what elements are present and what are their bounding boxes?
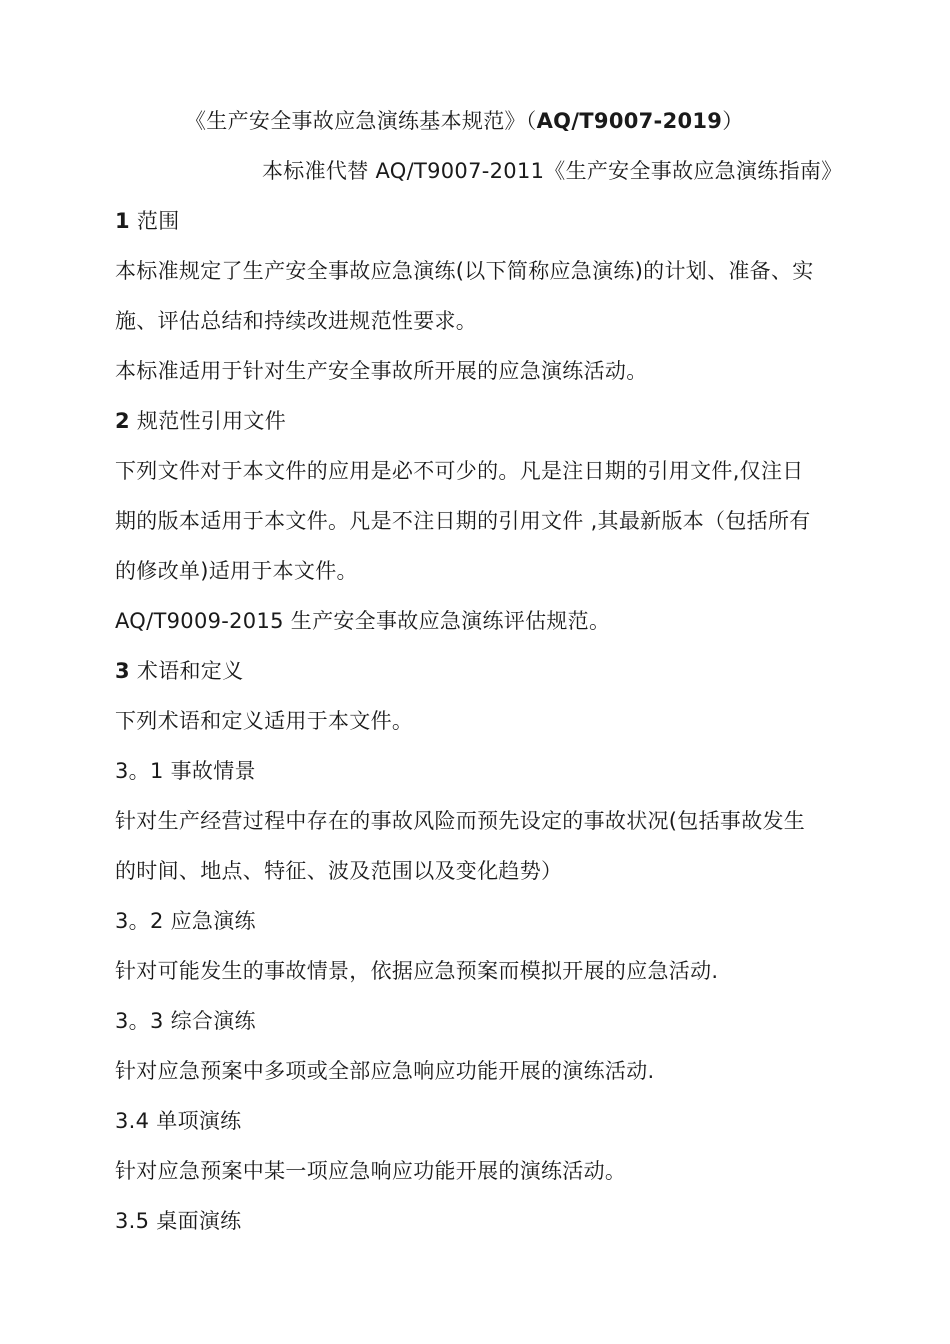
paragraph-line: 下列术语和定义适用于本文件。 <box>115 709 414 733</box>
title-code: AQ/T9007-2019 <box>536 109 723 133</box>
paragraph-line: 针对应急预案中某一项应急响应功能开展的演练活动。 <box>115 1159 627 1183</box>
subsection-heading: 3。2 应急演练 <box>115 909 256 933</box>
paragraph-line: 的时间、地点、特征、波及范围以及变化趋势） <box>115 859 563 883</box>
paragraph-line: 针对应急预案中多项或全部应急响应功能开展的演练活动. <box>115 1059 655 1083</box>
document-subtitle: 本标准代替 AQ/T9007-2011《生产安全事故应急演练指南》 <box>262 159 843 183</box>
subsection-heading: 3。3 综合演练 <box>115 1009 256 1033</box>
section-title: 范围 <box>129 209 180 233</box>
section-heading-3 <box>115 656 243 686</box>
paragraph-line: 下列文件对于本文件的应用是必不可少的。凡是注日期的引用文件,仅注日 <box>115 459 804 483</box>
title-text: 《生产安全事故应急演练基本规范》（ <box>185 109 537 133</box>
section-heading-2 <box>115 406 286 436</box>
paragraph-line: 本标准规定了生产安全事故应急演练(以下简称应急演练)的计划、准备、实 <box>115 259 814 283</box>
paragraph-line: 本标准适用于针对生产安全事故所开展的应急演练活动。 <box>115 359 648 383</box>
paragraph-line: 期的版本适用于本文件。凡是不注日期的引用文件 ,其最新版本（包括所有 <box>115 509 811 533</box>
title-close: ） <box>722 109 744 133</box>
section-number: 3 <box>115 659 130 683</box>
paragraph-line: 针对可能发生的事故情景，依据应急预案而模拟开展的应急活动. <box>115 959 719 983</box>
paragraph-line: 的修改单)适用于本文件。 <box>115 559 358 583</box>
section-title: 规范性引用文件 <box>129 409 286 433</box>
subsection-heading: 3。1 事故情景 <box>115 759 256 783</box>
section-title: 术语和定义 <box>129 659 244 683</box>
subsection-heading: 3.5 桌面演练 <box>115 1209 242 1233</box>
paragraph-line: AQ/T9009-2015 生产安全事故应急演练评估规范。 <box>115 609 611 633</box>
paragraph-line: 施、评估总结和持续改进规范性要求。 <box>115 309 478 333</box>
document-title <box>185 106 744 136</box>
section-heading-1 <box>115 206 180 236</box>
section-number: 1 <box>115 209 130 233</box>
section-number: 2 <box>115 409 130 433</box>
paragraph-line: 针对生产经营过程中存在的事故风险而预先设定的事故状况(包括事故发生 <box>115 809 806 833</box>
subsection-heading: 3.4 单项演练 <box>115 1109 242 1133</box>
